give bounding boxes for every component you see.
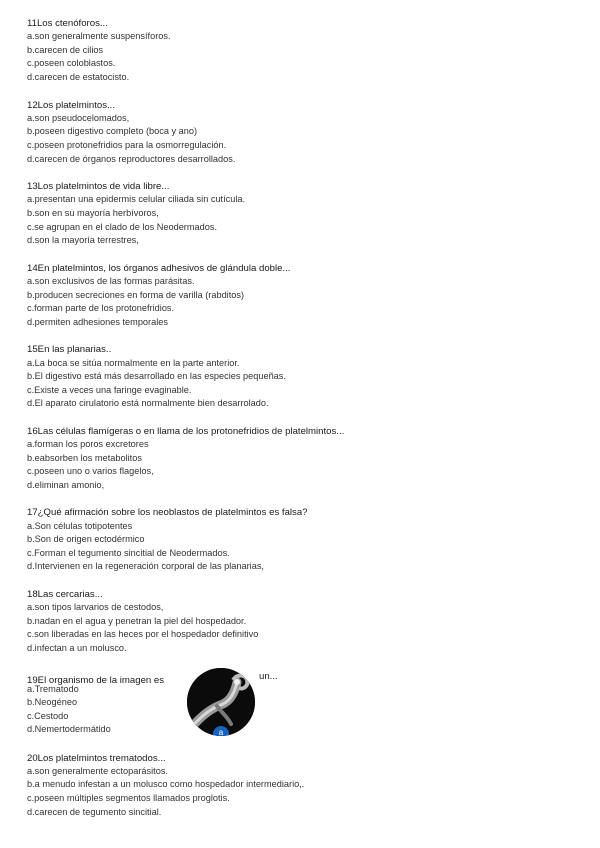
question-15: [27, 343, 587, 411]
option-b: b.producen secreciones en forma de varilla (rabditos): [27, 289, 245, 300]
option-b: b.Son de origen ectodérmico: [27, 534, 145, 545]
option-c: c.poseen coloblastos.: [27, 58, 116, 69]
option-c: c.Existe a veces una faringe evaginable.: [27, 384, 192, 395]
question-17: [27, 506, 587, 574]
organism-image: [187, 668, 255, 736]
question-14: [27, 262, 587, 330]
option-d: d.Intervienen en la regeneración corporal de las planarias,: [27, 561, 264, 572]
option-d: d.carecen de tegumento sincitial.: [27, 806, 162, 817]
option-d: d.El aparato cirulatorio está normalmente bien desarrolado.: [27, 398, 269, 409]
option-d: d.permiten adhesiones temporales: [27, 316, 168, 327]
option-a: a.son generalmente suspensíforos.: [27, 31, 171, 42]
option-a: a.son pseudocelomados,: [27, 112, 130, 123]
exam-page: [27, 17, 587, 833]
option-c: c.Cestodo: [27, 710, 69, 721]
option-a: a.La boca se sitúa normalmente en la parte anterior.: [27, 357, 240, 368]
question-title: 13Los platelmintos de vida libre...: [27, 181, 170, 193]
question-title: 11Los ctenóforos...: [27, 18, 108, 29]
option-c: c.poseen uno o varios flagelos,: [27, 466, 154, 477]
question-19: [27, 670, 587, 738]
option-b: b.Neogéneo: [27, 697, 78, 708]
option-c: c.Forman el tegumento sincitial de Neodermados.: [27, 547, 230, 558]
option-a: a.son tipos larvarios de cestodos,: [27, 602, 164, 613]
option-c: c.forman parte de los protonefridios.: [27, 303, 175, 314]
question-title: 14En platelmintos, los órganos adhesivos de glándula doble...: [27, 262, 291, 274]
option-c: c.se agrupan en el clado de los Neodermados.: [27, 221, 217, 232]
option-b: b.eabsorben los metabolitos: [27, 452, 142, 463]
option-b: b.El digestivo está más desarrollado en las especies pequeñas.: [27, 371, 286, 382]
question-title-row: [27, 670, 587, 686]
option-a: a.Trematodo: [27, 683, 79, 694]
question-18: [27, 588, 587, 656]
option-a: a.forman los poros excretores: [27, 439, 149, 450]
question-20: [27, 752, 587, 820]
question-title: 19El organismo de la imagen es: [27, 674, 165, 686]
option-d: d.son la mayoría terrestres,: [27, 235, 139, 246]
question-title-suffix: un...: [259, 670, 278, 682]
option-d: d.eliminan amonio,: [27, 479, 105, 490]
options-list: [27, 683, 587, 737]
option-b: b.carecen de cilios: [27, 44, 104, 55]
option-d: d.infectan a un molusco.: [27, 643, 127, 654]
question-title: 20Los platelmintos trematodos...: [27, 752, 166, 764]
option-b: b.son en su mayoría herbívoros,: [27, 207, 159, 218]
question-title: 15En las planarias..: [27, 344, 112, 356]
option-b: b.nadan en el agua y penetran la piel del hospedador.: [27, 615, 247, 626]
option-c: c.poseen protonefridios para la osmorregulación.: [27, 139, 227, 150]
question-title: 12Los platelmintos...: [27, 99, 115, 111]
option-c: c.son liberadas en las heces por el hospedador definitivo: [27, 629, 259, 640]
option-d: d.carecen de órganos reproductores desarrollados.: [27, 153, 236, 164]
option-a: a.son exclusivos de las formas parásitas.: [27, 275, 195, 286]
option-a: a.presentan una epidermis celular ciliada sin cutícula.: [27, 194, 246, 205]
image-badge: a: [218, 727, 224, 736]
flatworm-micrograph-icon: [187, 668, 255, 736]
option-d: d.Nemertodermátido: [27, 724, 111, 735]
option-a: a.Son células totipotentes: [27, 520, 133, 531]
option-a: a.son generalmente ectoparásitos.: [27, 765, 168, 776]
option-b: b.poseen digestivo completo (boca y ano): [27, 126, 198, 137]
option-b: b.a menudo infestan a un molusco como hospedador intermediario,.: [27, 779, 305, 790]
option-d: d.carecen de estatocisto.: [27, 71, 130, 82]
option-c: c.poseen múltiples segmentos llamados proglotis.: [27, 793, 230, 804]
question-16: [27, 425, 587, 493]
question-12: [27, 99, 587, 167]
question-title: 16Las células flamígeras o en llama de los protonefridios de platelmintos...: [27, 425, 345, 437]
question-11: [27, 17, 587, 85]
question-13: [27, 180, 587, 248]
question-title: 17¿Qué afirmación sobre los neoblastos de platelmintos es falsa?: [27, 507, 308, 519]
question-title: 18Las cercarias...: [27, 589, 103, 601]
